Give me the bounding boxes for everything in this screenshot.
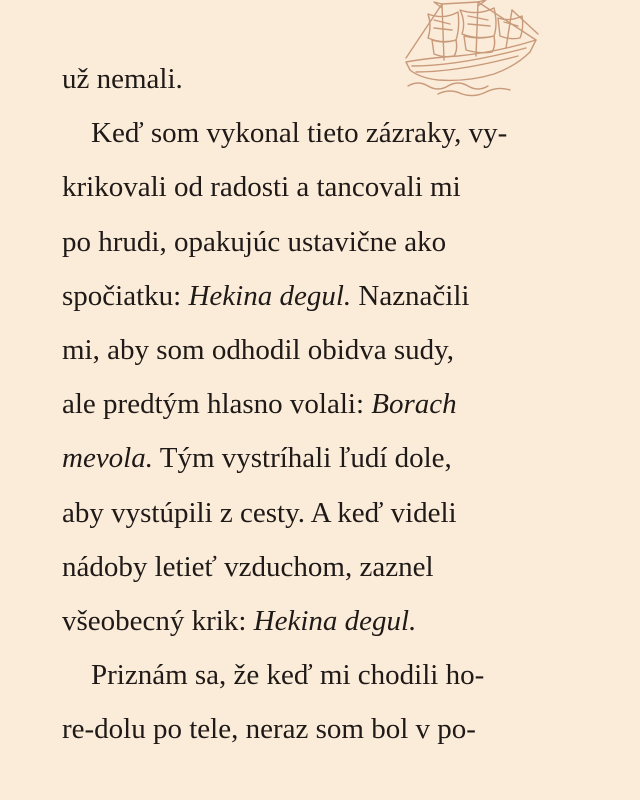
text-line [62,594,582,648]
text-line [62,648,582,702]
text-segment: po hrudi, opakujúc ustavične ako [62,225,447,258]
text-segment: krikovali od radosti a tancovali mi [62,171,461,204]
text-line [62,160,582,214]
text-line [62,377,582,431]
text-segment: nádoby letieť vzduchom, zaznel [62,550,434,583]
page-text [62,52,582,757]
text-line [62,52,582,106]
text-segment: re-dolu po tele, neraz som bol v po- [62,713,476,746]
text-segment: všeobecný krik: [62,605,254,638]
italic-phrase: Hekina degul. [188,279,352,312]
text-segment: mi, aby som odhodil obidva sudy, [62,334,455,367]
italic-phrase: Borach [371,388,457,421]
text-segment: Priznám sa, že keď mi chodili ho- [91,659,485,692]
text-segment: aby vystúpili z cesty. A keď videli [62,496,457,529]
text-segment: spočiatku: [62,279,189,312]
italic-phrase: mevola. [62,442,153,475]
text-line [62,540,582,594]
italic-phrase: Hekina degul. [253,605,417,638]
text-segment: Naznačili [351,279,470,312]
text-line [62,486,582,540]
text-segment: už nemali. [62,63,183,95]
text-line [62,269,582,323]
text-line [62,431,582,485]
text-line [62,215,582,269]
text-line [62,702,582,756]
text-segment: Tým vystríhali ľudí dole, [153,442,452,475]
text-segment: Keď som vykonal tieto zázraky, vy- [91,117,508,150]
text-line [62,106,582,160]
text-line [62,323,582,377]
text-segment: ale predtým hlasno volali: [62,388,372,421]
